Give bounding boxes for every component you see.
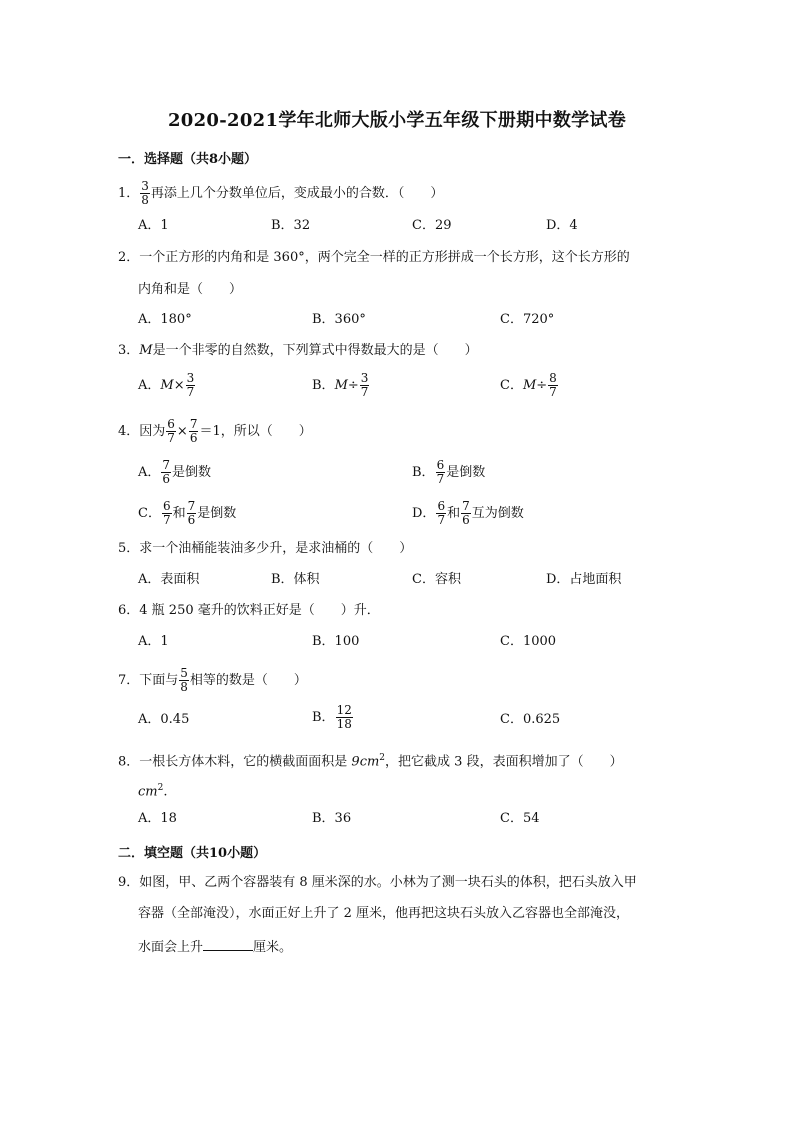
question-4: 4．因为 $\frac{6}{7}$ × $\frac{7}{6}$ ＝1，所以（ ） xyxy=(118,417,312,445)
q5-option-d[interactable]: D．占地面积 xyxy=(546,572,622,587)
q1-option-d[interactable]: D．4 xyxy=(546,218,578,233)
question-number: 1． xyxy=(118,186,140,201)
q1-option-a[interactable]: A．1 xyxy=(138,218,169,233)
question-9-line3: 水面会上升 厘米。 xyxy=(138,936,292,958)
question-2-line2: 内角和是（ ） xyxy=(138,282,243,297)
q3-option-b[interactable]: B．M÷ $\frac{3}{7}$ xyxy=(312,371,369,399)
question-7: 7．下面与 $\frac{5}{8}$ 相等的数是（ ） xyxy=(118,666,307,694)
q1-option-b[interactable]: B．32 xyxy=(271,218,311,233)
q6-option-c[interactable]: C．1000 xyxy=(500,634,557,649)
q5-option-b[interactable]: B．体积 xyxy=(271,572,320,587)
q7-option-a[interactable]: A．0.45 xyxy=(138,712,190,727)
question-2-line1: 2．一个正方形的内角和是 360°，两个完全一样的正方形拼成一个长方形，这个长方形的 xyxy=(118,250,630,265)
question-text: 再添上几个分数单位后，变成最小的合数．（ ） xyxy=(150,186,444,201)
fraction: $\frac{3}{8}$ xyxy=(141,179,149,207)
section-heading-choice: 一．选择题（共8小题） xyxy=(118,152,258,167)
question-8-line2: $cm^2$. xyxy=(138,783,168,800)
q6-option-a[interactable]: A．1 xyxy=(138,634,169,649)
q6-option-b[interactable]: B．100 xyxy=(312,634,360,649)
question-8-line1: 8．一根长方体木料，它的横截面面积是 $9cm^2$，把它截成 3 段，表面积增加了（ ） xyxy=(118,753,623,770)
q3-option-a[interactable]: A．M× $\frac{3}{7}$ xyxy=(138,371,195,399)
q5-option-c[interactable]: C．容积 xyxy=(412,572,461,587)
q4-option-b[interactable]: B． $\frac{6}{7}$ 是倒数 xyxy=(412,458,486,486)
q3-option-c[interactable]: C．M÷ $\frac{8}{7}$ xyxy=(500,371,557,399)
section-heading-fill-blank: 二．填空题（共10小题） xyxy=(118,846,267,861)
q4-option-c[interactable]: C． $\frac{6}{7}$ 和 $\frac{7}{6}$ 是倒数 xyxy=(138,499,237,527)
q2-option-c[interactable]: C．720° xyxy=(500,312,555,327)
q8-option-b[interactable]: B．36 xyxy=(312,811,352,826)
answer-blank[interactable] xyxy=(203,936,253,951)
page-title: 2020-2021学年北师大版小学五年级下册期中数学试卷 xyxy=(167,110,627,131)
question-9-line2: 容器（全部淹没），水面正好上升了 2 厘米，他再把这块石头放入乙容器也全部淹没， xyxy=(138,906,630,921)
question-5: 5．求一个油桶能装油多少升，是求油桶的（ ） xyxy=(118,541,413,556)
q1-option-c[interactable]: C．29 xyxy=(412,218,452,233)
q4-option-d[interactable]: D． $\frac{6}{7}$ 和 $\frac{7}{6}$ 互为倒数 xyxy=(412,499,524,527)
question-3: 3．M是一个非零的自然数，下列算式中得数最大的是（ ） xyxy=(118,343,478,358)
question-9-line1: 9．如图，甲、乙两个容器装有 8 厘米深的水。小林为了测一块石头的体积，把石头放入甲 xyxy=(118,875,637,890)
q8-option-c[interactable]: C．54 xyxy=(500,811,540,826)
q8-option-a[interactable]: A．18 xyxy=(138,811,177,826)
q2-option-b[interactable]: B．360° xyxy=(312,312,366,327)
question-6: 6．4 瓶 250 毫升的饮料正好是（ ）升． xyxy=(118,603,380,618)
q7-option-b[interactable]: B． $\frac{12}{18}$ xyxy=(312,703,352,731)
q4-option-a[interactable]: A． $\frac{7}{6}$ 是倒数 xyxy=(138,458,212,486)
q7-option-c[interactable]: C．0.625 xyxy=(500,712,561,727)
question-1 xyxy=(118,180,443,207)
q5-option-a[interactable]: A．表面积 xyxy=(138,572,200,587)
variable-m: M xyxy=(139,343,153,358)
q2-option-a[interactable]: A．180° xyxy=(138,312,192,327)
